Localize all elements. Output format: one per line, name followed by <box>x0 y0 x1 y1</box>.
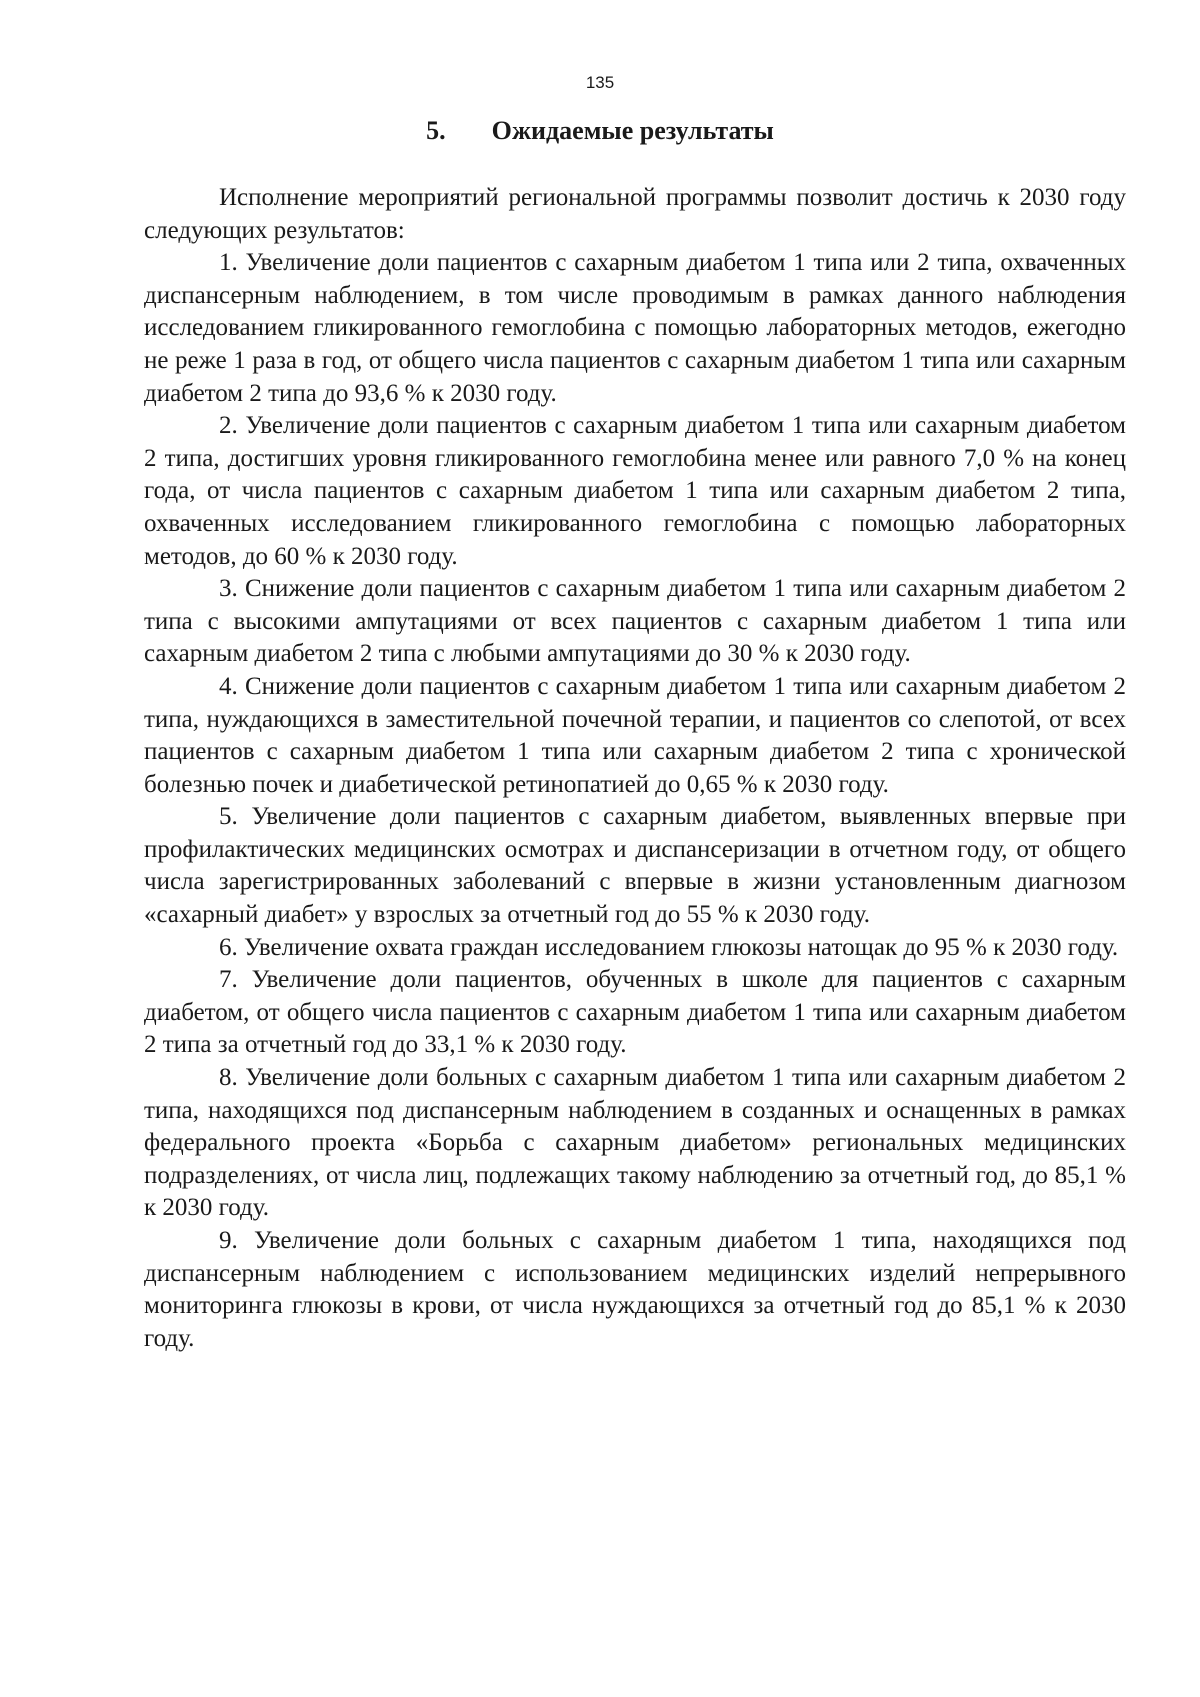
result-item-3: 3. Снижение доли пациентов с сахарным диабетом 1 типа или сахарным диабетом 2 типа с высокими ампутациями от всех пациентов с сахарным диабетом 1 типа или сахарным диабетом 2 типа с любыми ампутациями до 30 % к 2030 году. <box>144 575 1126 668</box>
result-item-8: 8. Увеличение доли больных с сахарным диабетом 1 типа или сахарным диабетом 2 типа, находящихся под диспансерным наблюдением в созданных и оснащенных в рамках федерального проекта «Борьба с сахарным диабетом» региональных медицинских подразделениях, от числа лиц, подлежащих такому наблюдению за отчетный год, до 85,1 % к 2030 году. <box>144 1064 1126 1222</box>
result-item-4: 4. Снижение доли пациентов с сахарным диабетом 1 типа или сахарным диабетом 2 типа, нуждающихся в заместительной почечной терапии, и пациентов со слепотой, от всех пациентов с сахарным диабетом 1 типа или сахарным диабетом 2 типа с хронической болезнью почек и диабетической ретинопатией до 0,65 % к 2030 году. <box>144 672 1126 798</box>
result-item-9: 9. Увеличение доли больных с сахарным диабетом 1 типа, находящихся под диспансерным наблюдением с использованием медицинских изделий непрерывного мониторинга глюкозы в крови, от числа нуждающихся за отчетный год до 85,1 % к 2030 году. <box>144 1227 1126 1352</box>
page-number: 135 <box>585 73 615 92</box>
result-item-7: 7. Увеличение доли пациентов, обученных в школе для пациентов с сахарным диабетом, от общего числа пациентов с сахарным диабетом 1 типа или сахарным диабетом 2 типа за отчетный год до 33,1 % к 2030 году. <box>144 966 1126 1059</box>
section-number: 5. <box>426 116 446 145</box>
section-title: Ожидаемые результаты <box>491 116 774 145</box>
result-item-5: 5. Увеличение доли пациентов с сахарным диабетом, выявленных впервые при профилактических медицинских осмотрах и диспансеризации в отчетном году, от общего числа зарегистрированных заболеваний с впервые в жизни установленным диагнозом «сахарный диабет» у взрослых за отчетный год до 55 % к 2030 году. <box>144 803 1126 929</box>
result-item-6: 6. Увеличение охвата граждан исследованием глюкозы натощак до 95 % к 2030 году. <box>219 933 1119 961</box>
section-heading <box>0 116 1200 146</box>
document-body <box>144 182 1126 1355</box>
result-item-2: 2. Увеличение доли пациентов с сахарным диабетом 1 типа или сахарным диабетом 2 типа, достигших уровня гликированного гемоглобина менее или равного 7,0 % на конец года, от числа пациентов с сахарным диабетом 1 типа или сахарным диабетом 2 типа, охваченных исследованием гликированного гемоглобина с помощью лабораторных методов, до 60 % к 2030 году. <box>144 412 1126 570</box>
intro-paragraph: Исполнение мероприятий региональной программы позволит достичь к 2030 году следующих результатов: <box>144 184 1126 244</box>
result-item-1: 1. Увеличение доли пациентов с сахарным диабетом 1 типа или 2 типа, охваченных диспансерным наблюдением, в том числе проводимым в рамках данного наблюдения исследованием гликированного гемоглобина с помощью лабораторных методов, ежегодно не реже 1 раза в год, от общего числа пациентов с сахарным диабетом 1 типа или сахарным диабетом 2 типа до 93,6 % к 2030 году. <box>144 249 1126 407</box>
